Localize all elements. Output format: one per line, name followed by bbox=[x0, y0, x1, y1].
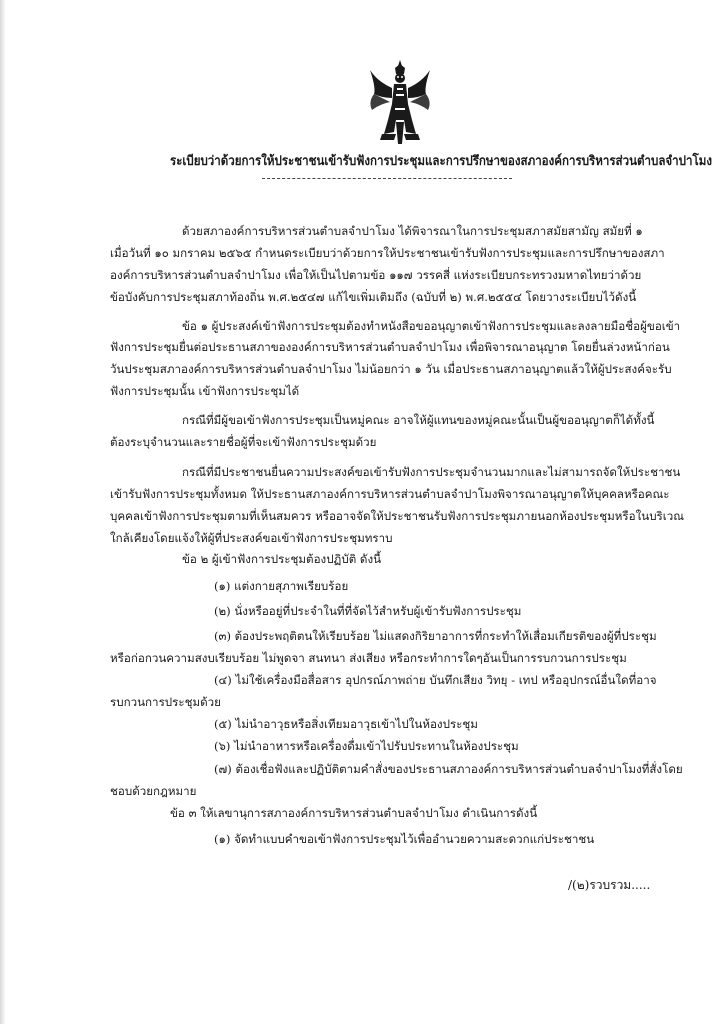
title-divider bbox=[262, 178, 512, 179]
paragraph-line: วันประชุมสภาองค์การบริหารส่วนตำบลจำปาโมง ไม่น้อยกว่า ๑ วัน เมื่อประธานสภาอนุญาตแล้วให้ผู้ประสงค์จะรับ bbox=[110, 362, 672, 376]
list-item: (๕) ไม่นำอาวุธหรือสิ่งเทียมอาวุธเข้าไปในห้องประชุม bbox=[214, 717, 478, 731]
list-item: (๑) จัดทำแบบคำขอเข้าฟังการประชุมไว้เพื่ออำนวยความสะดวกแก่ประชาชน bbox=[214, 832, 595, 846]
paragraph-line: ด้วยสภาองค์การบริหารส่วนตำบลจำปาโมง ได้พิจารณาในการประชุมสภาสมัยสามัญ สมัยที่ ๑ bbox=[182, 224, 643, 238]
list-item: (๖) ไม่นำอาหารหรือเครื่องดื่มเข้าไปรับประทานในห้องประชุม bbox=[214, 739, 519, 753]
paragraph-line: บุคคลเข้าฟังการประชุมตามที่เห็นสมควร หรืออาจจัดให้ประชาชนรับฟังการประชุมภายนอกห้องประชุมหรือในบริเวณ bbox=[110, 509, 685, 523]
list-item-continuation: รบกวนการประชุมด้วย bbox=[110, 695, 221, 709]
paragraph-line: เมื่อวันที่ ๑๐ มกราคม ๒๕๖๕ กำหนดระเบียบว่าด้วยการให้ประชาชนเข้ารับฟังการประชุมและการปรึกษาของสภา bbox=[110, 246, 665, 260]
list-item-continuation: หรือก่อกวนความสงบเรียบร้อย ไม่พูดจา สนทนา ส่งเสียง หรือกระทำการใดๆอันเป็นการรบกวนการประชุม bbox=[110, 651, 627, 665]
page-continuation-note: /(๒)รวบรวม..... bbox=[568, 878, 651, 892]
list-item: (๔) ไม่ใช้เครื่องมือสื่อสาร อุปกรณ์ภาพถ่าย บันทึกเสียง วิทยุ - เทป หรืออุปกรณ์อื่นใดที่อาจ bbox=[214, 673, 657, 687]
paragraph-line: เข้ารับฟังการประชุมทั้งหมด ให้ประธานสภาองค์การบริหารส่วนตำบลจำปาโมงพิจารณาอนุญาตให้บุคคลหรือคณะ bbox=[110, 487, 670, 501]
paragraph-line: กรณีที่มีประชาชนยื่นความประสงค์ขอเข้ารับฟังการประชุมจำนวนมากและไม่สามารถจัดให้ประชาชน bbox=[182, 465, 681, 479]
paragraph-line: ข้อบังคับการประชุมสภาท้องถิ่น พ.ศ.๒๕๔๗ แก้ไขเพิ่มเติมถึง (ฉบับที่ ๒) พ.ศ.๒๕๕๔ โดยวางระเบียบไว้ดังนี้ bbox=[110, 290, 637, 304]
paragraph-line: ใกล้เคียงโดยแจ้งให้ผู้ที่ประสงค์ขอเข้าฟังการประชุมทราบ bbox=[110, 531, 393, 545]
paragraph-line: ข้อ ๑ ผู้ประสงค์เข้าฟังการประชุมต้องทำหนังสือขออนุญาตเข้าฟังการประชุมและลงลายมือชื่อผู้ขอเข้า bbox=[182, 319, 681, 333]
paragraph-line: องค์การบริหารส่วนตำบลจำปาโมง เพื่อให้เป็นไปตามข้อ ๑๑๗ วรรคสี่ แห่งระเบียบกระทรวงมหาดไทยว่าด้วย bbox=[110, 268, 642, 282]
list-item-continuation: ชอบด้วยกฎหมาย bbox=[110, 784, 197, 798]
scan-edge-shadow bbox=[0, 0, 6, 1024]
document-title: ระเบียบว่าด้วยการให้ประชาชนเข้ารับฟังการประชุมและการปรึกษาของสภาองค์การบริหารส่วนตำบลจำปาโมง bbox=[170, 154, 712, 169]
garuda-emblem-icon bbox=[366, 58, 434, 146]
list-item: (๑) แต่งกายสุภาพเรียบร้อย bbox=[214, 579, 349, 593]
list-item: (๓) ต้องประพฤติตนให้เรียบร้อย ไม่แสดงกิริยาอาการที่กระทำให้เสื่อมเกียรติของผู้ที่ประชุม bbox=[214, 629, 657, 643]
paragraph-line: กรณีที่มีผู้ขอเข้าฟังการประชุมเป็นหมู่คณะ อาจให้ผู้แทนของหมู่คณะนั้นเป็นผู้ขออนุญาตก็ได้ทั้งนี้ bbox=[182, 413, 655, 427]
paragraph-line: ต้องระบุจำนวนและรายชื่อผู้ที่จะเข้าฟังการประชุมด้วย bbox=[110, 435, 377, 449]
list-item: (๗) ต้องเชื่อฟังและปฏิบัติตามคำสั่งของประธานสภาองค์การบริหารส่วนตำบลจำปาโมงที่สั่งโดย bbox=[214, 762, 683, 776]
paragraph-line: ฟังการประชุมยื่นต่อประธานสภาขององค์การบริหารส่วนตำบลจำปาโมง เพื่อพิจารณาอนุญาต โดยยื่นล่วงหน้าก่อน bbox=[110, 340, 670, 354]
paragraph-line: ข้อ ๒ ผู้เข้าฟังการประชุมต้องปฏิบัติ ดังนี้ bbox=[182, 552, 382, 566]
paragraph-line: ฟังการประชุมนั้น เข้าฟังการประชุมได้ bbox=[110, 384, 300, 398]
list-item: (๒) นั่งหรืออยู่ที่ประจำในที่ที่จัดไว้สำหรับผู้เข้ารับฟังการประชุม bbox=[214, 604, 522, 618]
paragraph-line: ข้อ ๓ ให้เลขานุการสภาองค์การบริหารส่วนตำบลจำปาโมง ดำเนินการดังนี้ bbox=[170, 806, 538, 820]
